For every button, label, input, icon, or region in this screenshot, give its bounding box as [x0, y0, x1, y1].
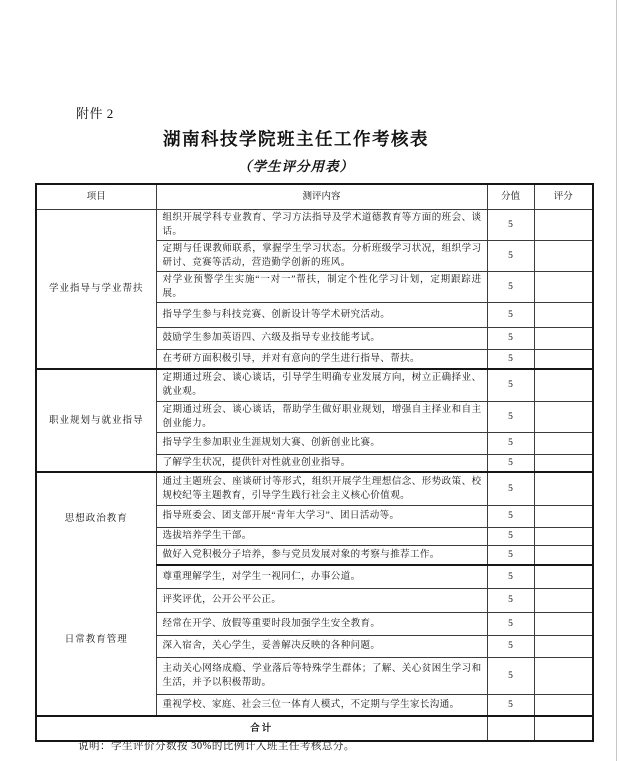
rating-cell	[534, 472, 593, 505]
score-cell: 5	[487, 565, 534, 588]
table-row	[36, 565, 593, 588]
score-cell: 5	[487, 472, 534, 505]
content-cell: 鼓励学生参加英语四、六级及指导专业技能考试。	[156, 327, 487, 349]
table-row	[36, 369, 593, 401]
score-cell: 5	[487, 635, 534, 657]
rating-cell	[534, 271, 593, 302]
rating-cell	[534, 240, 593, 271]
content-cell: 做好入党积极分子培养，参与党员发展对象的考察与推荐工作。	[156, 545, 487, 565]
rating-cell	[534, 545, 593, 565]
score-cell: 5	[487, 588, 534, 612]
assessment-table	[35, 183, 594, 742]
content-cell: 深入宿舍，关心学生，妥善解决反映的各种问题。	[156, 635, 487, 657]
total-label-cell: 合计	[36, 716, 487, 741]
rating-cell	[534, 369, 593, 401]
score-cell: 5	[487, 271, 534, 302]
page-title: 湖南科技学院班主任工作考核表	[163, 129, 429, 149]
column-header-item: 项目	[36, 184, 156, 209]
rating-cell	[534, 454, 593, 472]
content-cell: 指导学生参加职业生涯规划大赛、创新创业比赛。	[156, 432, 487, 454]
score-cell: 5	[487, 545, 534, 565]
score-cell: 5	[487, 240, 534, 271]
content-cell: 主动关心网络成瘾、学业落后等特殊学生群体；了解、关心贫困生学习和生活，并予以积极帮助。	[156, 657, 487, 694]
page-edge-line	[616, 0, 617, 761]
column-header-content: 测评内容	[156, 184, 487, 209]
category-cell-academic-guidance: 学业指导与学业帮扶	[36, 209, 156, 369]
score-cell: 5	[487, 401, 534, 432]
table-header-row	[36, 184, 593, 209]
content-cell: 对学业预警学生实施“一对一”帮扶，制定个性化学习计划，定期跟踪进展。	[156, 271, 487, 302]
score-cell: 5	[487, 527, 534, 545]
content-cell: 通过主题班会、座谈研讨等形式，组织开展学生理想信念、形势政策、校规校纪等主题教育，引导学生践行社会主义核心价值观。	[156, 472, 487, 505]
score-cell: 5	[487, 657, 534, 694]
content-cell: 经常在开学、放假等重要时段加强学生安全教育。	[156, 612, 487, 635]
rating-cell	[534, 612, 593, 635]
content-cell: 选拔培养学生干部。	[156, 527, 487, 545]
score-cell: 5	[487, 302, 534, 327]
rating-cell	[534, 401, 593, 432]
column-header-rating: 评分	[534, 184, 593, 209]
table-row	[36, 209, 593, 240]
score-cell: 5	[487, 349, 534, 369]
category-cell-ideological-political: 思想政治教育	[36, 472, 156, 565]
rating-cell	[534, 588, 593, 612]
total-score-cell	[487, 716, 534, 741]
content-cell: 定期通过班会、谈心谈话，引导学生明确专业发展方向，树立正确择业、就业观。	[156, 369, 487, 401]
score-cell: 5	[487, 612, 534, 635]
content-cell: 指导班委会、团支部开展“青年大学习”、团日活动等。	[156, 505, 487, 527]
rating-cell	[534, 302, 593, 327]
score-cell: 5	[487, 369, 534, 401]
content-cell: 在考研方面积极引导，并对有意向的学生进行指导、帮扶。	[156, 349, 487, 369]
content-cell: 定期通过班会、谈心谈话，帮助学生做好职业规划，增强自主择业和自主创业能力。	[156, 401, 487, 432]
category-cell-daily-management: 日常教育管理	[36, 565, 156, 716]
footnote: 说明：学生评价分数按 30%的比例计入班主任考核总分。	[78, 741, 355, 752]
rating-cell	[534, 565, 593, 588]
column-header-score: 分值	[487, 184, 534, 209]
score-cell: 5	[487, 454, 534, 472]
rating-cell	[534, 635, 593, 657]
content-cell: 了解学生状况，提供针对性就业创业指导。	[156, 454, 487, 472]
rating-cell	[534, 349, 593, 369]
content-cell: 组织开展学科专业教育、学习方法指导及学术道德教育等方面的班会、谈话。	[156, 209, 487, 240]
score-cell: 5	[487, 694, 534, 716]
rating-cell	[534, 432, 593, 454]
attachment-label: 附件 2	[76, 106, 114, 121]
content-cell: 重视学校、家庭、社会三位一体育人模式，不定期与学生家长沟通。	[156, 694, 487, 716]
table-row	[36, 472, 593, 505]
content-cell: 定期与任课教师联系，掌握学生学习状态。分析班级学习状况，组织学习研讨、竞赛等活动，营造勤学创新的班风。	[156, 240, 487, 271]
category-cell-career-planning: 职业规划与就业指导	[36, 369, 156, 472]
content-cell: 评奖评优，公开公平公正。	[156, 588, 487, 612]
total-rating-cell	[534, 716, 593, 741]
score-cell: 5	[487, 209, 534, 240]
page-subtitle: （学生评分用表）	[238, 159, 354, 174]
rating-cell	[534, 527, 593, 545]
content-cell: 尊重理解学生，对学生一视同仁，办事公道。	[156, 565, 487, 588]
rating-cell	[534, 505, 593, 527]
title-block	[0, 126, 592, 175]
rating-cell	[534, 209, 593, 240]
content-cell: 指导学生参与科技竞赛、创新设计等学术研究活动。	[156, 302, 487, 327]
rating-cell	[534, 327, 593, 349]
score-cell: 5	[487, 505, 534, 527]
score-cell: 5	[487, 327, 534, 349]
score-cell: 5	[487, 432, 534, 454]
rating-cell	[534, 694, 593, 716]
rating-cell	[534, 657, 593, 694]
